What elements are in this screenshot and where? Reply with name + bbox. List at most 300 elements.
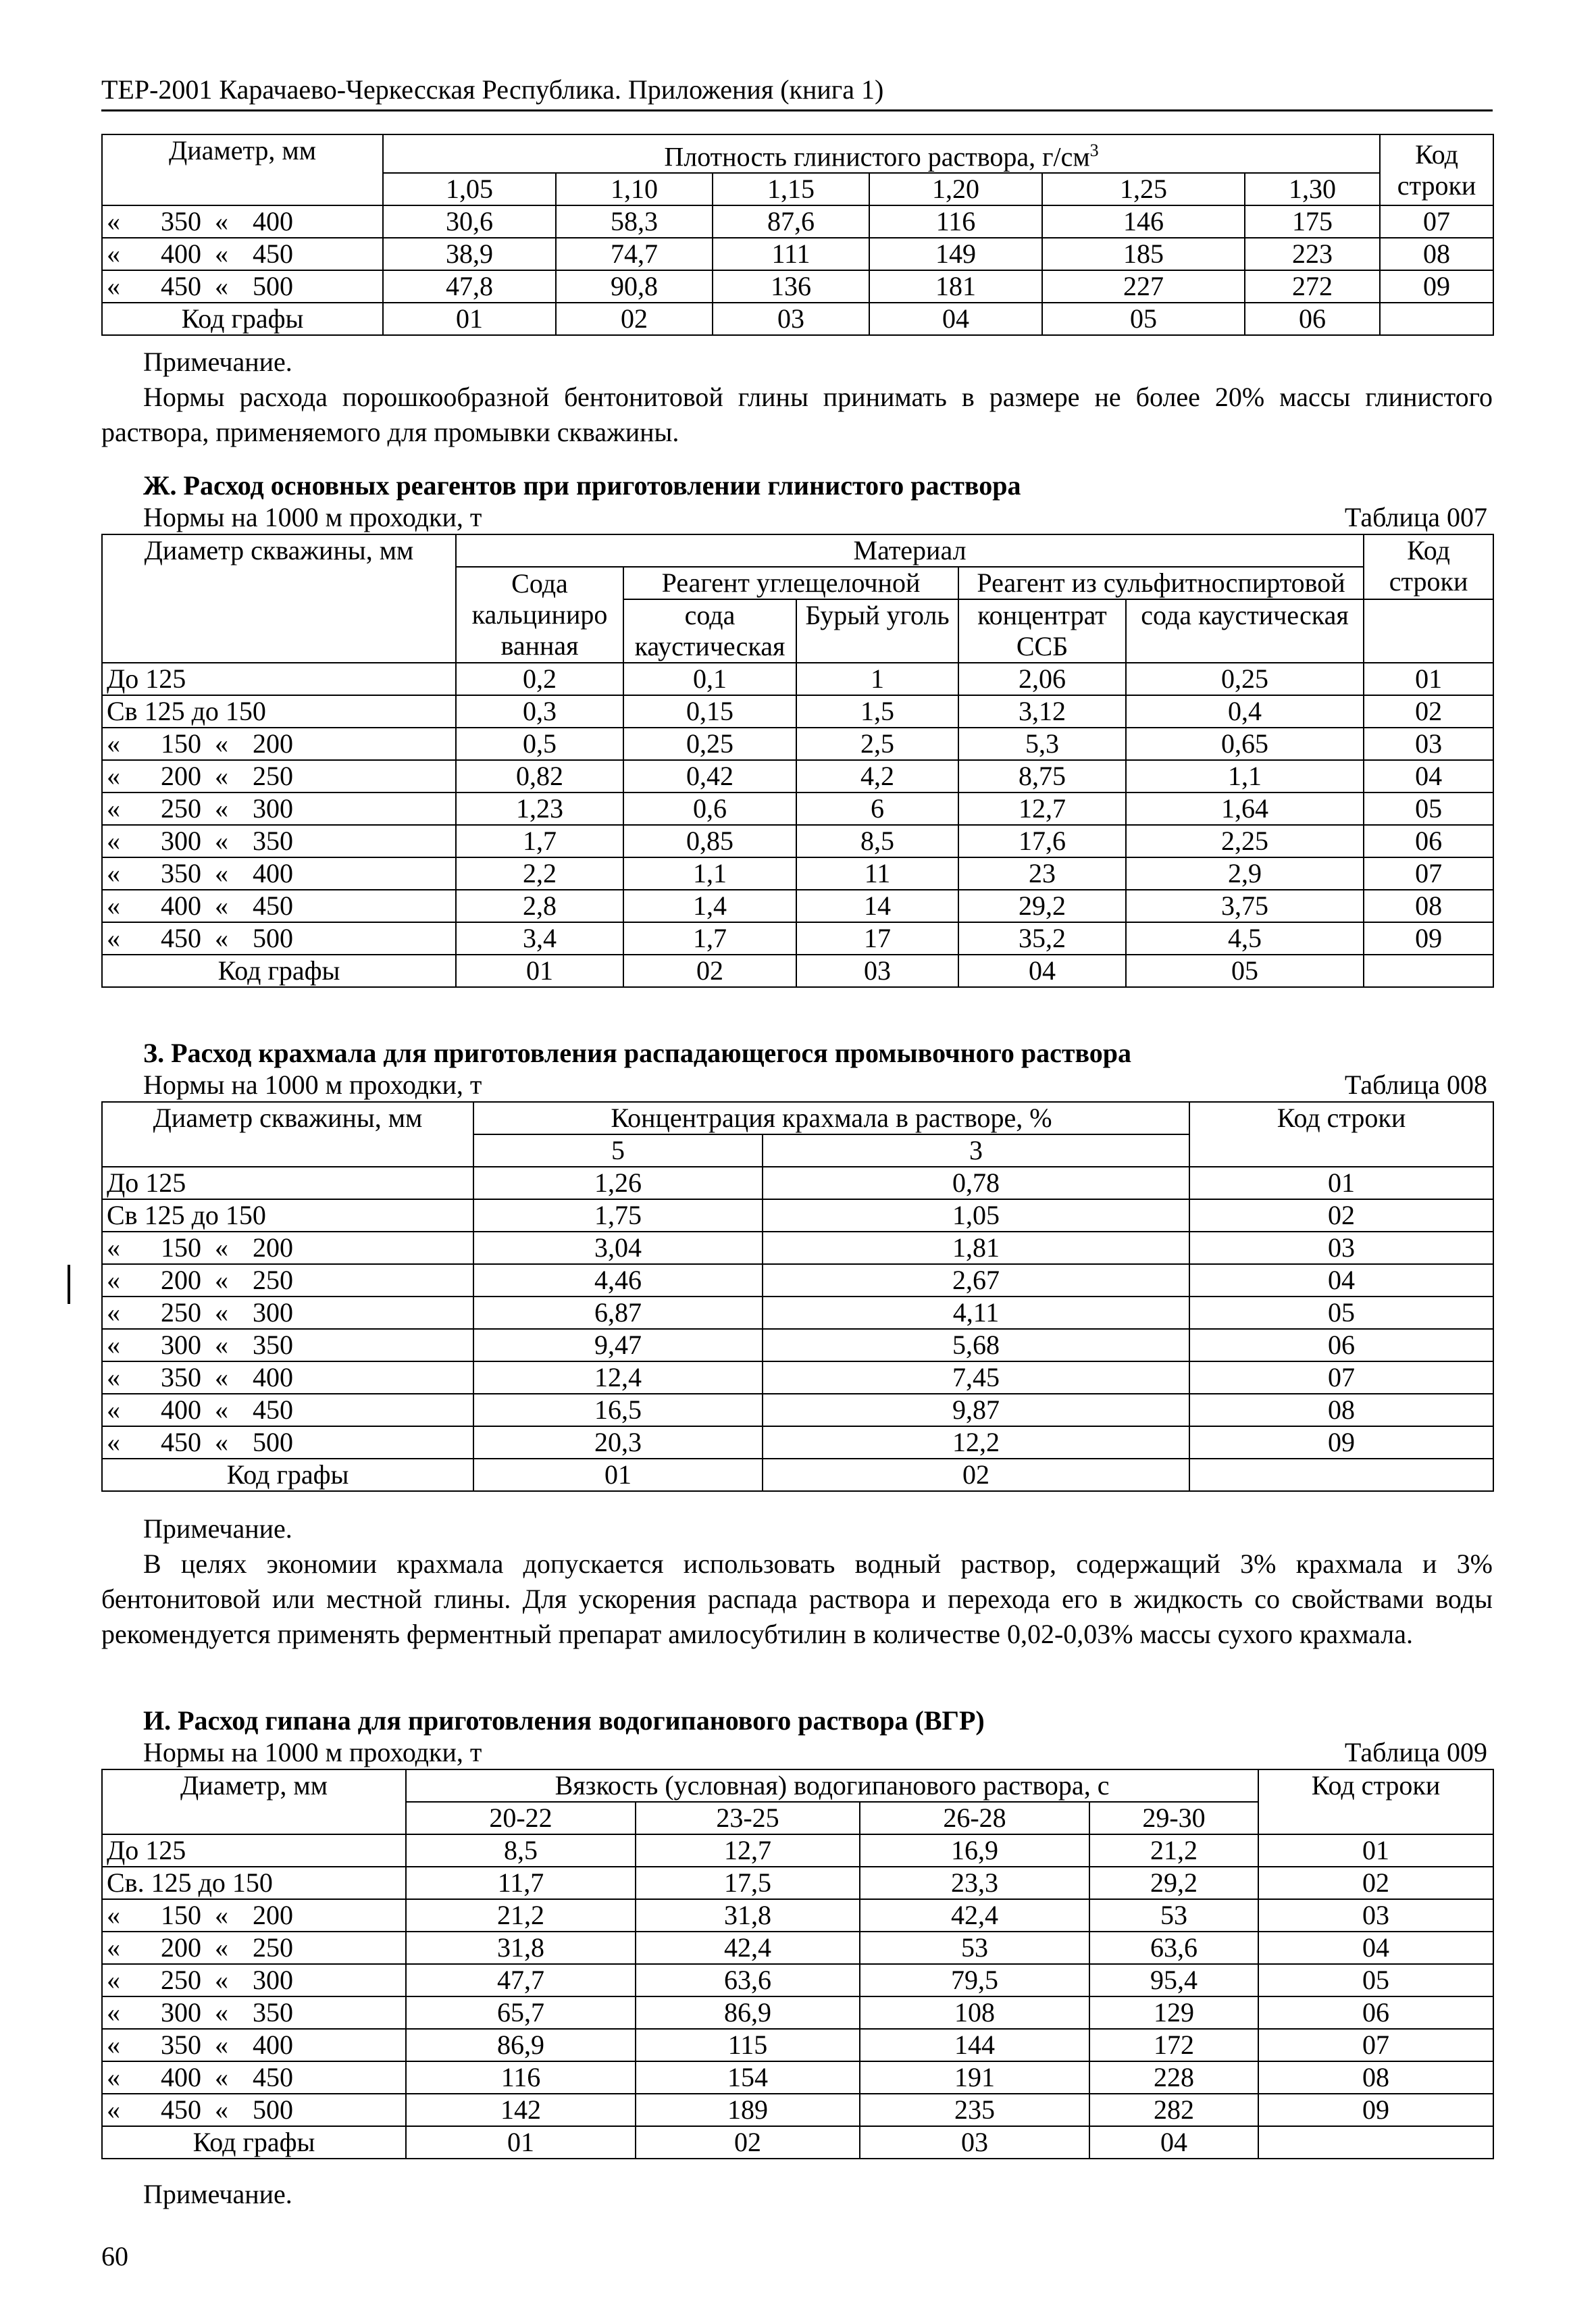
- table-row: [102, 205, 1493, 238]
- section-008-subtitle: [143, 1069, 1487, 1101]
- value-cell: 0,2: [456, 663, 623, 695]
- value-cell: 2,9: [1126, 857, 1364, 890]
- value-cell: 16,5: [473, 1394, 763, 1426]
- diameter-part: «: [107, 923, 120, 953]
- value-cell: 30,6: [383, 205, 556, 238]
- diameter-cell: Св. 125 до 150: [102, 1867, 406, 1899]
- table-007: [101, 534, 1494, 988]
- table-009: [101, 1769, 1494, 2159]
- diameter-part: «: [107, 2062, 120, 2092]
- header-diameter: Диаметр скважины, мм: [102, 1102, 473, 1167]
- table-row: [102, 857, 1493, 890]
- diameter-range: [107, 1965, 293, 1996]
- value-cell: 8,75: [958, 760, 1126, 793]
- table-row: [102, 1167, 1493, 1199]
- value-cell: 4,5: [1126, 922, 1364, 955]
- diameter-part: 450: [161, 2094, 201, 2125]
- value-cell: 223: [1245, 238, 1380, 270]
- value-cell: 136: [713, 270, 869, 303]
- table-row: [102, 825, 1493, 857]
- subheader-cell: 3: [763, 1134, 1189, 1167]
- diameter-cell: [102, 1899, 406, 1932]
- diameter-part: 400: [253, 206, 293, 237]
- value-cell: 235: [860, 2094, 1089, 2126]
- value-cell: 65,7: [406, 1996, 636, 2029]
- value-cell: 272: [1245, 270, 1380, 303]
- value-cell: 181: [869, 270, 1042, 303]
- value-cell: 111: [713, 238, 869, 270]
- column-code-label: Код графы: [102, 1459, 473, 1491]
- diameter-part: «: [107, 238, 120, 270]
- diameter-part: 350: [161, 2030, 201, 2060]
- row-code-cell: 06: [1258, 1996, 1493, 2029]
- diameter-part: 400: [253, 858, 293, 888]
- value-cell: 0,82: [456, 760, 623, 793]
- diameter-part: «: [215, 2062, 228, 2092]
- diameter-range: [107, 1362, 293, 1393]
- diameter-cell: [102, 2029, 406, 2061]
- diameter-range: [107, 761, 293, 792]
- value-cell: 146: [1042, 205, 1245, 238]
- diameter-part: 450: [253, 238, 293, 270]
- diameter-part: 450: [161, 271, 201, 302]
- table-row: [102, 1867, 1493, 1899]
- diameter-range: [107, 826, 293, 857]
- column-code-cell: 04: [1089, 2126, 1258, 2159]
- table-row: [102, 728, 1493, 760]
- diameter-part: «: [215, 728, 228, 759]
- value-cell: 6: [796, 793, 958, 825]
- diameter-cell: [102, 857, 456, 890]
- diameter-cell: [102, 1297, 473, 1329]
- value-cell: 2,2: [456, 857, 623, 890]
- row-code-cell: 07: [1189, 1361, 1493, 1394]
- section-009-norm: Нормы на 1000 м проходки, т: [143, 1737, 482, 1767]
- diameter-cell: [102, 238, 383, 270]
- value-cell: 9,47: [473, 1329, 763, 1361]
- diameter-part: «: [107, 2094, 120, 2125]
- column-code-cell: 02: [763, 1459, 1189, 1491]
- value-cell: 1,4: [623, 890, 796, 922]
- subheader-cell: 1,30: [1245, 173, 1380, 205]
- header-viscosity: Вязкость (условная) водогипанового раствора, с: [406, 1769, 1258, 1802]
- diameter-part: 200: [253, 1232, 293, 1263]
- section-009-subtitle: [143, 1736, 1487, 1769]
- header-sulfite: Реагент из сульфитноспиртовой: [958, 567, 1364, 599]
- diameter-cell: [102, 728, 456, 760]
- value-cell: 29,2: [1089, 1867, 1258, 1899]
- header-ssb: концентрат ССБ: [958, 599, 1126, 663]
- column-code-cell: 06: [1245, 303, 1380, 335]
- diameter-cell: [102, 760, 456, 793]
- row-code-cell: 02: [1258, 1867, 1493, 1899]
- value-cell: 87,6: [713, 205, 869, 238]
- diameter-cell: [102, 1996, 406, 2029]
- diameter-part: 500: [253, 2094, 293, 2125]
- header-row-code: Код строки: [1189, 1102, 1493, 1167]
- value-cell: 2,67: [763, 1264, 1189, 1297]
- column-code-row: [102, 1459, 1493, 1491]
- diameter-range: [107, 890, 293, 922]
- diameter-cell: [102, 1232, 473, 1264]
- note-1: [101, 345, 1493, 450]
- row-code-cell: 09: [1258, 2094, 1493, 2126]
- empty-cell: [1189, 1459, 1493, 1491]
- diameter-part: «: [107, 1330, 120, 1360]
- value-cell: 1,05: [763, 1199, 1189, 1232]
- diameter-part: 250: [253, 761, 293, 791]
- header-diameter: Диаметр скважины, мм: [102, 534, 456, 663]
- diameter-cell: До 125: [102, 1834, 406, 1867]
- row-code-cell: 04: [1258, 1932, 1493, 1964]
- diameter-cell: [102, 825, 456, 857]
- value-cell: 0,78: [763, 1167, 1189, 1199]
- diameter-part: 300: [161, 1330, 201, 1360]
- value-cell: 0,5: [456, 728, 623, 760]
- diameter-range: [107, 858, 293, 889]
- value-cell: 2,8: [456, 890, 623, 922]
- column-code-label: Код графы: [102, 303, 383, 335]
- note-2-text: В целях экономии крахмала допускается использовать водный раствор, содержащий 3% крахмала и 3% бентонитовой или местной глины. Для ускорения распада раствора и перехода его в жидкость со свойствами воды рекомендуется применять ферментный препарат амилосубтилин в количестве 0,02-0,03% массы сухого крахмала.: [101, 1549, 1493, 1649]
- diameter-part: «: [215, 1997, 228, 2028]
- value-cell: 0,15: [623, 695, 796, 728]
- diameter-part: 300: [253, 1965, 293, 1995]
- diameter-part: 400: [161, 1394, 201, 1425]
- value-cell: 29,2: [958, 890, 1126, 922]
- row-code-cell: 09: [1380, 270, 1493, 303]
- table-row: [102, 695, 1493, 728]
- diameter-part: 450: [161, 1427, 201, 1457]
- value-cell: 42,4: [860, 1899, 1089, 1932]
- diameter-part: 250: [253, 1265, 293, 1295]
- diameter-cell: До 125: [102, 1167, 473, 1199]
- column-code-cell: 04: [869, 303, 1042, 335]
- value-cell: 23,3: [860, 1867, 1089, 1899]
- table-row: [102, 890, 1493, 922]
- diameter-range: [107, 1297, 293, 1328]
- value-cell: 74,7: [556, 238, 713, 270]
- diameter-part: «: [215, 761, 228, 791]
- section-007-subtitle: [143, 501, 1487, 534]
- value-cell: 4,46: [473, 1264, 763, 1297]
- empty-cell: [1258, 2126, 1493, 2159]
- header-material: Материал: [456, 534, 1364, 567]
- column-code-cell: 02: [623, 955, 796, 987]
- value-cell: 191: [860, 2061, 1089, 2094]
- table-row: [102, 2094, 1493, 2126]
- section-009-title: И. Расход гипана для приготовления водогипанового раствора (ВГР): [143, 1705, 985, 1736]
- table-row: [102, 2061, 1493, 2094]
- value-cell: 58,3: [556, 205, 713, 238]
- header-diameter: Диаметр, мм: [102, 134, 383, 205]
- value-cell: 228: [1089, 2061, 1258, 2094]
- diameter-cell: [102, 1361, 473, 1394]
- diameter-range: [107, 1330, 293, 1361]
- value-cell: 9,87: [763, 1394, 1189, 1426]
- value-cell: 2,25: [1126, 825, 1364, 857]
- diameter-part: «: [215, 858, 228, 888]
- value-cell: 86,9: [636, 1996, 860, 2029]
- row-code-cell: 05: [1364, 793, 1493, 825]
- note-1-title: Примечание.: [143, 347, 292, 377]
- diameter-cell: [102, 1264, 473, 1297]
- value-cell: 6,87: [473, 1297, 763, 1329]
- table-row: [102, 2029, 1493, 2061]
- value-cell: 79,5: [860, 1964, 1089, 1996]
- subheader-cell: 5: [473, 1134, 763, 1167]
- diameter-part: 200: [161, 1932, 201, 1963]
- subheader-cell: 1,20: [869, 173, 1042, 205]
- subheader-cell: 1,05: [383, 173, 556, 205]
- value-cell: 35,2: [958, 922, 1126, 955]
- value-cell: 42,4: [636, 1932, 860, 1964]
- table-009-label: Таблица 009: [1344, 1737, 1487, 1767]
- diameter-cell: Св 125 до 150: [102, 1199, 473, 1232]
- value-cell: 95,4: [1089, 1964, 1258, 1996]
- diameter-part: 150: [161, 1900, 201, 1930]
- diameter-part: 350: [161, 206, 201, 237]
- subheader-cell: 20-22: [406, 1802, 636, 1834]
- value-cell: 282: [1089, 2094, 1258, 2126]
- header-row-code: Код строки: [1258, 1769, 1493, 1834]
- diameter-part: «: [107, 1997, 120, 2028]
- diameter-part: «: [107, 890, 120, 921]
- column-code-cell: 03: [713, 303, 869, 335]
- running-header: ТЕР-2001 Карачаево-Черкесская Республика. Приложения (книга 1): [101, 73, 1493, 111]
- diameter-part: 200: [161, 1265, 201, 1295]
- column-code-cell: 05: [1042, 303, 1245, 335]
- table-row: [102, 1964, 1493, 1996]
- value-cell: 5,68: [763, 1329, 1189, 1361]
- note-2: [101, 1511, 1493, 1652]
- diameter-part: «: [107, 1362, 120, 1392]
- value-cell: 4,2: [796, 760, 958, 793]
- value-cell: 14: [796, 890, 958, 922]
- table-row: [102, 793, 1493, 825]
- column-code-cell: 02: [556, 303, 713, 335]
- diameter-part: «: [107, 793, 120, 824]
- table-row: [102, 922, 1493, 955]
- value-cell: 1,7: [456, 825, 623, 857]
- column-code-label: Код графы: [102, 2126, 406, 2159]
- header-row-code-blank: [1364, 599, 1493, 663]
- value-cell: 90,8: [556, 270, 713, 303]
- row-code-cell: 05: [1189, 1297, 1493, 1329]
- diameter-part: 250: [253, 1932, 293, 1963]
- diameter-part: «: [215, 1900, 228, 1930]
- note-3-title: Примечание.: [143, 2179, 292, 2209]
- diameter-part: «: [107, 728, 120, 759]
- diameter-part: 350: [161, 858, 201, 888]
- row-code-cell: 07: [1364, 857, 1493, 890]
- header-coal-alkali: Реагент углещелочной: [623, 567, 958, 599]
- empty-cell: [1364, 955, 1493, 987]
- subheader-cell: 1,25: [1042, 173, 1245, 205]
- value-cell: 63,6: [636, 1964, 860, 1996]
- header-density: Плотность глинистого раствора, $г/см^3$: [383, 134, 1380, 173]
- header-brown-coal: Бурый уголь: [796, 599, 958, 663]
- header-row-code: Код строки: [1364, 534, 1493, 599]
- value-cell: 17,5: [636, 1867, 860, 1899]
- value-cell: 31,8: [406, 1932, 636, 1964]
- diameter-cell: [102, 1426, 473, 1459]
- table-row: [102, 1264, 1493, 1297]
- subheader-cell: 29-30: [1089, 1802, 1258, 1834]
- diameter-part: «: [107, 826, 120, 856]
- diameter-cell: [102, 793, 456, 825]
- value-cell: 12,4: [473, 1361, 763, 1394]
- diameter-range: [107, 1394, 293, 1426]
- diameter-part: «: [215, 1265, 228, 1295]
- diameter-part: «: [107, 271, 120, 302]
- value-cell: 23: [958, 857, 1126, 890]
- value-cell: 3,4: [456, 922, 623, 955]
- diameter-part: «: [215, 1232, 228, 1263]
- diameter-part: 500: [253, 271, 293, 302]
- value-cell: 227: [1042, 270, 1245, 303]
- value-cell: 17: [796, 922, 958, 955]
- value-cell: 17,6: [958, 825, 1126, 857]
- value-cell: 31,8: [636, 1899, 860, 1932]
- column-code-cell: 05: [1126, 955, 1364, 987]
- row-code-cell: 02: [1189, 1199, 1493, 1232]
- subheader-cell: 1,15: [713, 173, 869, 205]
- value-cell: 108: [860, 1996, 1089, 2029]
- value-cell: 12,7: [636, 1834, 860, 1867]
- diameter-part: «: [215, 1965, 228, 1995]
- table-008-label: Таблица 008: [1344, 1070, 1487, 1100]
- diameter-part: «: [215, 890, 228, 921]
- diameter-part: 300: [253, 793, 293, 824]
- column-code-row: [102, 303, 1493, 335]
- diameter-part: «: [215, 1297, 228, 1328]
- value-cell: 116: [869, 205, 1042, 238]
- value-cell: 115: [636, 2029, 860, 2061]
- value-cell: 0,85: [623, 825, 796, 857]
- table-row: [102, 1297, 1493, 1329]
- diameter-range: [107, 923, 293, 954]
- column-code-row: [102, 955, 1493, 987]
- diameter-part: 150: [161, 728, 201, 759]
- diameter-part: «: [215, 1330, 228, 1360]
- diameter-part: «: [107, 1265, 120, 1295]
- value-cell: 1,1: [1126, 760, 1364, 793]
- table-row: [102, 663, 1493, 695]
- diameter-cell: [102, 922, 456, 955]
- diameter-part: «: [215, 826, 228, 856]
- section-008-title: З. Расход крахмала для приготовления распадающегося промывочного раствора: [143, 1038, 1132, 1068]
- value-cell: 185: [1042, 238, 1245, 270]
- diameter-cell: [102, 205, 383, 238]
- diameter-part: 400: [253, 2030, 293, 2060]
- value-cell: 149: [869, 238, 1042, 270]
- value-cell: 154: [636, 2061, 860, 2094]
- subheader-cell: 1,10: [556, 173, 713, 205]
- column-code-cell: 03: [796, 955, 958, 987]
- value-cell: 116: [406, 2061, 636, 2094]
- diameter-part: «: [107, 858, 120, 888]
- diameter-part: 250: [161, 1297, 201, 1328]
- table-row: [102, 1232, 1493, 1264]
- diameter-part: «: [215, 2094, 228, 2125]
- value-cell: 2,5: [796, 728, 958, 760]
- table-row: [102, 1199, 1493, 1232]
- diameter-part: «: [107, 1297, 120, 1328]
- diameter-part: 450: [161, 923, 201, 953]
- row-code-cell: 06: [1189, 1329, 1493, 1361]
- value-cell: 38,9: [383, 238, 556, 270]
- value-cell: 53: [860, 1932, 1089, 1964]
- density-table: [101, 134, 1494, 336]
- table-row: [102, 270, 1493, 303]
- diameter-part: «: [215, 1362, 228, 1392]
- value-cell: 11,7: [406, 1867, 636, 1899]
- table-row: [102, 1394, 1493, 1426]
- diameter-part: «: [215, 1932, 228, 1963]
- diameter-part: «: [107, 206, 120, 237]
- value-cell: 53: [1089, 1899, 1258, 1932]
- row-code-cell: 05: [1258, 1964, 1493, 1996]
- diameter-part: 350: [253, 1997, 293, 2028]
- diameter-cell: [102, 1932, 406, 1964]
- table-row: [102, 1834, 1493, 1867]
- diameter-part: 250: [161, 1965, 201, 1995]
- table-007-label: Таблица 007: [1344, 502, 1487, 532]
- value-cell: 1,23: [456, 793, 623, 825]
- value-cell: 172: [1089, 2029, 1258, 2061]
- diameter-part: 350: [161, 1362, 201, 1392]
- header-caustic-soda-2: сода каустическая: [1126, 599, 1364, 663]
- value-cell: 3,04: [473, 1232, 763, 1264]
- diameter-part: «: [215, 238, 228, 270]
- section-008-norm: Нормы на 1000 м проходки, т: [143, 1070, 482, 1100]
- diameter-range: [107, 728, 293, 759]
- diameter-range: [107, 1932, 293, 1963]
- column-code-row: [102, 2126, 1493, 2159]
- diameter-cell: [102, 1329, 473, 1361]
- row-code-cell: 08: [1380, 238, 1493, 270]
- diameter-range: [107, 238, 293, 270]
- row-code-cell: 07: [1258, 2029, 1493, 2061]
- column-code-cell: 04: [958, 955, 1126, 987]
- value-cell: 16,9: [860, 1834, 1089, 1867]
- value-cell: 1,7: [623, 922, 796, 955]
- column-code-cell: 01: [456, 955, 623, 987]
- value-cell: 0,6: [623, 793, 796, 825]
- table-row: [102, 1329, 1493, 1361]
- value-cell: 12,2: [763, 1426, 1189, 1459]
- value-cell: 2,06: [958, 663, 1126, 695]
- diameter-part: «: [215, 206, 228, 237]
- row-code-cell: 04: [1364, 760, 1493, 793]
- value-cell: 21,2: [1089, 1834, 1258, 1867]
- diameter-part: «: [215, 923, 228, 953]
- note-1-text: Нормы расхода порошкообразной бентонитовой глины принимать в размере не более 20% массы глинистого раствора, применяемого для промывки скважины.: [101, 382, 1493, 447]
- value-cell: 7,45: [763, 1361, 1189, 1394]
- value-cell: 175: [1245, 205, 1380, 238]
- table-row: [102, 1932, 1493, 1964]
- value-cell: 4,11: [763, 1297, 1189, 1329]
- value-cell: 1,64: [1126, 793, 1364, 825]
- diameter-part: «: [107, 2030, 120, 2060]
- row-code-cell: 03: [1364, 728, 1493, 760]
- value-cell: 86,9: [406, 2029, 636, 2061]
- diameter-part: 500: [253, 923, 293, 953]
- row-code-cell: 04: [1189, 1264, 1493, 1297]
- diameter-part: 450: [253, 1394, 293, 1425]
- row-code-cell: 03: [1189, 1232, 1493, 1264]
- diameter-range: [107, 1427, 293, 1458]
